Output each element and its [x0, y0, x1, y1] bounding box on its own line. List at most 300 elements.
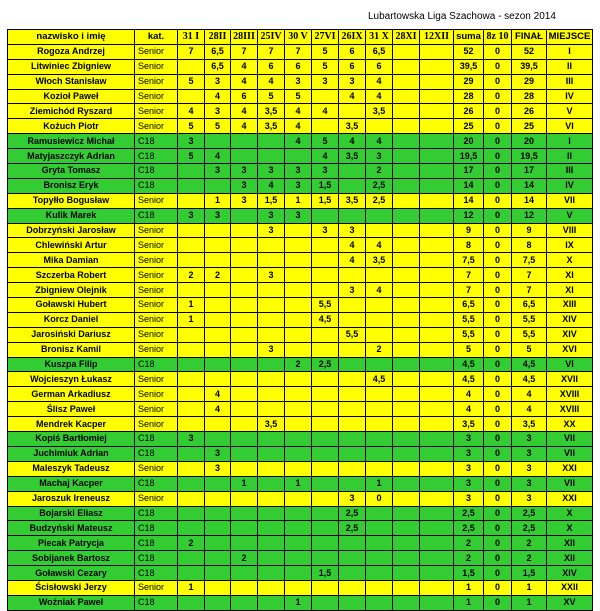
- round-score: [393, 149, 420, 164]
- round-score: [393, 312, 420, 327]
- round-score: [258, 312, 285, 327]
- category: Senior: [135, 238, 178, 253]
- round-score: [366, 119, 393, 134]
- round-score: [393, 164, 420, 179]
- final-cell: 52: [512, 44, 547, 59]
- best-8-cell: 0: [484, 89, 512, 104]
- best-8-cell: 0: [484, 193, 512, 208]
- column-header: 28II: [205, 30, 231, 45]
- round-score: [393, 432, 420, 447]
- round-score: [366, 327, 393, 342]
- round-score: 3: [312, 74, 339, 89]
- sum-cell: 17: [454, 164, 484, 179]
- place-cell: XIV: [547, 566, 593, 581]
- best-8-cell: 0: [484, 402, 512, 417]
- round-score: [231, 208, 258, 223]
- round-score: [393, 521, 420, 536]
- round-score: 4: [312, 149, 339, 164]
- place-cell: XIV: [547, 327, 593, 342]
- round-score: [393, 357, 420, 372]
- final-cell: 1: [512, 595, 547, 610]
- player-name: Woźniak Paweł: [8, 595, 135, 610]
- final-cell: 1: [512, 580, 547, 595]
- best-8-cell: 0: [484, 298, 512, 313]
- sum-cell: 2,5: [454, 506, 484, 521]
- sum-cell: 8: [454, 238, 484, 253]
- sum-cell: 1: [454, 595, 484, 610]
- round-score: 3: [285, 74, 312, 89]
- round-score: 4: [366, 134, 393, 149]
- round-score: [258, 491, 285, 506]
- round-score: 2: [231, 551, 258, 566]
- final-cell: 14: [512, 178, 547, 193]
- round-score: [339, 178, 366, 193]
- round-score: [420, 432, 454, 447]
- round-score: [420, 491, 454, 506]
- best-8-cell: 0: [484, 372, 512, 387]
- round-score: [312, 268, 339, 283]
- round-score: 2,5: [339, 506, 366, 521]
- final-cell: 5: [512, 342, 547, 357]
- round-score: [178, 461, 205, 476]
- category: Senior: [135, 59, 178, 74]
- table-row: [8, 298, 593, 313]
- category: C18: [135, 595, 178, 610]
- round-score: [205, 551, 231, 566]
- round-score: [420, 402, 454, 417]
- table-row: [8, 59, 593, 74]
- player-name: Bronisz Kamil: [8, 342, 135, 357]
- round-score: [205, 223, 231, 238]
- round-score: 3: [258, 208, 285, 223]
- player-name: Ścisłowski Jerzy: [8, 580, 135, 595]
- table-row: [8, 580, 593, 595]
- round-score: [258, 461, 285, 476]
- round-score: [393, 208, 420, 223]
- round-score: [258, 551, 285, 566]
- place-cell: IX: [547, 238, 593, 253]
- round-score: [420, 208, 454, 223]
- round-score: [231, 238, 258, 253]
- place-cell: II: [547, 59, 593, 74]
- column-header: 25IV: [258, 30, 285, 45]
- round-score: [205, 298, 231, 313]
- round-score: [312, 89, 339, 104]
- round-score: [393, 178, 420, 193]
- round-score: [312, 387, 339, 402]
- round-score: [393, 134, 420, 149]
- category: Senior: [135, 104, 178, 119]
- category: Senior: [135, 387, 178, 402]
- round-score: [366, 402, 393, 417]
- best-8-cell: 0: [484, 357, 512, 372]
- place-cell: XXI: [547, 491, 593, 506]
- round-score: [420, 44, 454, 59]
- round-score: [312, 580, 339, 595]
- round-score: [231, 506, 258, 521]
- place-cell: VIII: [547, 223, 593, 238]
- round-score: 3: [339, 491, 366, 506]
- final-cell: 26: [512, 104, 547, 119]
- round-score: [285, 446, 312, 461]
- round-score: 4: [312, 104, 339, 119]
- final-cell: 2: [512, 536, 547, 551]
- category: C18: [135, 134, 178, 149]
- final-cell: 39,5: [512, 59, 547, 74]
- round-score: [312, 402, 339, 417]
- sum-cell: 3: [454, 432, 484, 447]
- final-cell: 25: [512, 119, 547, 134]
- category: Senior: [135, 491, 178, 506]
- round-score: 4,5: [312, 312, 339, 327]
- round-score: 3,5: [366, 104, 393, 119]
- round-score: [312, 208, 339, 223]
- place-cell: X: [547, 253, 593, 268]
- round-score: 3: [231, 178, 258, 193]
- category: C18: [135, 178, 178, 193]
- round-score: 3,5: [366, 253, 393, 268]
- table-row: [8, 536, 593, 551]
- final-cell: 29: [512, 74, 547, 89]
- player-name: Budzyński Mateusz: [8, 521, 135, 536]
- round-score: [231, 134, 258, 149]
- player-name: Topyłło Bogusław: [8, 193, 135, 208]
- round-score: [312, 253, 339, 268]
- round-score: 4,5: [366, 372, 393, 387]
- best-8-cell: 0: [484, 536, 512, 551]
- round-score: 2,5: [366, 178, 393, 193]
- table-row: [8, 223, 593, 238]
- round-score: 4: [205, 149, 231, 164]
- round-score: 3: [285, 208, 312, 223]
- player-name: Bronisz Eryk: [8, 178, 135, 193]
- round-score: 3: [312, 164, 339, 179]
- round-score: 3,5: [339, 149, 366, 164]
- final-cell: 20: [512, 134, 547, 149]
- round-score: [366, 521, 393, 536]
- round-score: [231, 312, 258, 327]
- best-8-cell: 0: [484, 223, 512, 238]
- table-row: [8, 432, 593, 447]
- player-name: Sobijanek Bartosz: [8, 551, 135, 566]
- category: C18: [135, 521, 178, 536]
- place-cell: VII: [547, 432, 593, 447]
- column-header: suma: [454, 30, 484, 45]
- player-name: Juchimiuk Adrian: [8, 446, 135, 461]
- round-score: [285, 372, 312, 387]
- best-8-cell: 0: [484, 417, 512, 432]
- round-score: [285, 268, 312, 283]
- player-name: Goławski Hubert: [8, 298, 135, 313]
- player-name: Dobrzyński Jarosław: [8, 223, 135, 238]
- round-score: 6: [258, 59, 285, 74]
- category: C18: [135, 357, 178, 372]
- table-row: [8, 149, 593, 164]
- round-score: 1: [231, 476, 258, 491]
- best-8-cell: 0: [484, 59, 512, 74]
- round-score: [258, 253, 285, 268]
- round-score: 3: [205, 461, 231, 476]
- category: C18: [135, 432, 178, 447]
- round-score: [205, 283, 231, 298]
- round-score: [393, 566, 420, 581]
- final-cell: 3: [512, 446, 547, 461]
- round-score: 6,5: [366, 44, 393, 59]
- category: C18: [135, 476, 178, 491]
- round-score: [285, 149, 312, 164]
- round-score: [258, 521, 285, 536]
- round-score: 3: [312, 223, 339, 238]
- round-score: [393, 119, 420, 134]
- round-score: [420, 164, 454, 179]
- category: Senior: [135, 44, 178, 59]
- round-score: 2: [205, 268, 231, 283]
- round-score: [339, 208, 366, 223]
- best-8-cell: 0: [484, 283, 512, 298]
- final-cell: 3: [512, 461, 547, 476]
- round-score: [205, 580, 231, 595]
- category: C18: [135, 446, 178, 461]
- round-score: [178, 357, 205, 372]
- round-score: [420, 104, 454, 119]
- round-score: [393, 506, 420, 521]
- round-score: 2,5: [366, 193, 393, 208]
- best-8-cell: 0: [484, 134, 512, 149]
- round-score: 4: [178, 104, 205, 119]
- round-score: 4: [285, 119, 312, 134]
- round-score: 5: [178, 149, 205, 164]
- round-score: [312, 327, 339, 342]
- round-score: [420, 89, 454, 104]
- round-score: [178, 89, 205, 104]
- category: Senior: [135, 253, 178, 268]
- round-score: [178, 417, 205, 432]
- round-score: [312, 461, 339, 476]
- round-score: [339, 104, 366, 119]
- round-score: [339, 536, 366, 551]
- round-score: [393, 402, 420, 417]
- sum-cell: 4,5: [454, 357, 484, 372]
- column-header: 30 V: [285, 30, 312, 45]
- best-8-cell: 0: [484, 580, 512, 595]
- round-score: [231, 253, 258, 268]
- sum-cell: 28: [454, 89, 484, 104]
- round-score: [178, 283, 205, 298]
- round-score: [420, 119, 454, 134]
- round-score: 1: [178, 580, 205, 595]
- round-score: 3: [205, 104, 231, 119]
- round-score: [258, 238, 285, 253]
- round-score: [205, 491, 231, 506]
- place-cell: V: [547, 208, 593, 223]
- round-score: [285, 432, 312, 447]
- place-cell: XVIII: [547, 402, 593, 417]
- round-score: 3,5: [339, 119, 366, 134]
- column-header: FINAŁ: [512, 30, 547, 45]
- round-score: 4: [205, 89, 231, 104]
- round-score: [231, 446, 258, 461]
- table-row: [8, 551, 593, 566]
- place-cell: XV: [547, 595, 593, 610]
- round-score: 3: [205, 446, 231, 461]
- round-score: 7: [285, 44, 312, 59]
- header-row: [8, 30, 593, 45]
- round-score: [393, 551, 420, 566]
- round-score: 5: [312, 59, 339, 74]
- table-row: [8, 268, 593, 283]
- final-cell: 2: [512, 551, 547, 566]
- table-row: [8, 44, 593, 59]
- round-score: [285, 312, 312, 327]
- round-score: 3: [231, 193, 258, 208]
- table-row: [8, 327, 593, 342]
- sum-cell: 3: [454, 476, 484, 491]
- round-score: 2: [178, 536, 205, 551]
- column-header: 8z 10: [484, 30, 512, 45]
- round-score: [178, 59, 205, 74]
- round-score: [205, 372, 231, 387]
- round-score: [366, 357, 393, 372]
- final-cell: 1,5: [512, 566, 547, 581]
- round-score: 3,5: [258, 417, 285, 432]
- round-score: [366, 208, 393, 223]
- round-score: 2,5: [312, 357, 339, 372]
- round-score: [393, 417, 420, 432]
- round-score: 4: [366, 89, 393, 104]
- round-score: [258, 149, 285, 164]
- table-body: [8, 44, 593, 610]
- round-score: [205, 476, 231, 491]
- round-score: 5: [312, 134, 339, 149]
- category: Senior: [135, 372, 178, 387]
- table-row: [8, 491, 593, 506]
- round-score: [231, 327, 258, 342]
- round-score: [420, 283, 454, 298]
- round-score: [366, 595, 393, 610]
- sum-cell: 9: [454, 223, 484, 238]
- best-8-cell: 0: [484, 521, 512, 536]
- round-score: 4: [285, 134, 312, 149]
- round-score: [205, 312, 231, 327]
- sum-cell: 5,5: [454, 327, 484, 342]
- round-score: 4: [366, 238, 393, 253]
- player-name: Jaroszuk Ireneusz: [8, 491, 135, 506]
- column-header: 28III: [231, 30, 258, 45]
- place-cell: XI: [547, 268, 593, 283]
- category: Senior: [135, 461, 178, 476]
- round-score: [258, 357, 285, 372]
- table-row: [8, 506, 593, 521]
- round-score: [339, 402, 366, 417]
- final-cell: 28: [512, 89, 547, 104]
- best-8-cell: 0: [484, 446, 512, 461]
- sum-cell: 2: [454, 551, 484, 566]
- round-score: [178, 566, 205, 581]
- round-score: [312, 238, 339, 253]
- round-score: [420, 566, 454, 581]
- round-score: [420, 446, 454, 461]
- category: Senior: [135, 342, 178, 357]
- round-score: [285, 327, 312, 342]
- table-row: [8, 476, 593, 491]
- table-row: [8, 387, 593, 402]
- category: Senior: [135, 119, 178, 134]
- round-score: [393, 387, 420, 402]
- round-score: [205, 595, 231, 610]
- round-score: 4: [231, 74, 258, 89]
- round-score: 3: [258, 342, 285, 357]
- round-score: [339, 298, 366, 313]
- sum-cell: 6,5: [454, 298, 484, 313]
- round-score: [205, 253, 231, 268]
- place-cell: VII: [547, 446, 593, 461]
- round-score: [231, 461, 258, 476]
- final-cell: 3: [512, 432, 547, 447]
- final-cell: 4,5: [512, 372, 547, 387]
- final-cell: 7,5: [512, 253, 547, 268]
- final-cell: 8: [512, 238, 547, 253]
- table-row: [8, 402, 593, 417]
- round-score: [420, 476, 454, 491]
- round-score: [258, 566, 285, 581]
- round-score: [178, 491, 205, 506]
- round-score: [285, 238, 312, 253]
- player-name: Kozioł Paweł: [8, 89, 135, 104]
- player-name: Piecak Patrycja: [8, 536, 135, 551]
- player-name: Ślisz Paweł: [8, 402, 135, 417]
- round-score: [420, 238, 454, 253]
- round-score: [312, 432, 339, 447]
- category: Senior: [135, 268, 178, 283]
- round-score: 7: [258, 44, 285, 59]
- round-score: [205, 506, 231, 521]
- round-score: [312, 491, 339, 506]
- round-score: [366, 432, 393, 447]
- round-score: [285, 461, 312, 476]
- sum-cell: 4: [454, 402, 484, 417]
- round-score: [178, 372, 205, 387]
- sum-cell: 2: [454, 536, 484, 551]
- round-score: [285, 566, 312, 581]
- round-score: [420, 417, 454, 432]
- round-score: 3,5: [258, 104, 285, 119]
- round-score: [339, 312, 366, 327]
- round-score: 4: [339, 253, 366, 268]
- round-score: [231, 223, 258, 238]
- player-name: Machaj Kacper: [8, 476, 135, 491]
- table-row: [8, 312, 593, 327]
- round-score: [312, 536, 339, 551]
- round-score: [178, 193, 205, 208]
- round-score: 2: [366, 164, 393, 179]
- round-score: [366, 566, 393, 581]
- best-8-cell: 0: [484, 238, 512, 253]
- sum-cell: 3: [454, 491, 484, 506]
- round-score: 6: [339, 59, 366, 74]
- sum-cell: 2,5: [454, 521, 484, 536]
- round-score: [205, 521, 231, 536]
- place-cell: XVIII: [547, 387, 593, 402]
- results-table: [7, 29, 593, 611]
- round-score: 4: [231, 104, 258, 119]
- table-row: [8, 178, 593, 193]
- best-8-cell: 0: [484, 149, 512, 164]
- round-score: [393, 372, 420, 387]
- round-score: [178, 521, 205, 536]
- best-8-cell: 0: [484, 119, 512, 134]
- round-score: [258, 372, 285, 387]
- round-score: [205, 342, 231, 357]
